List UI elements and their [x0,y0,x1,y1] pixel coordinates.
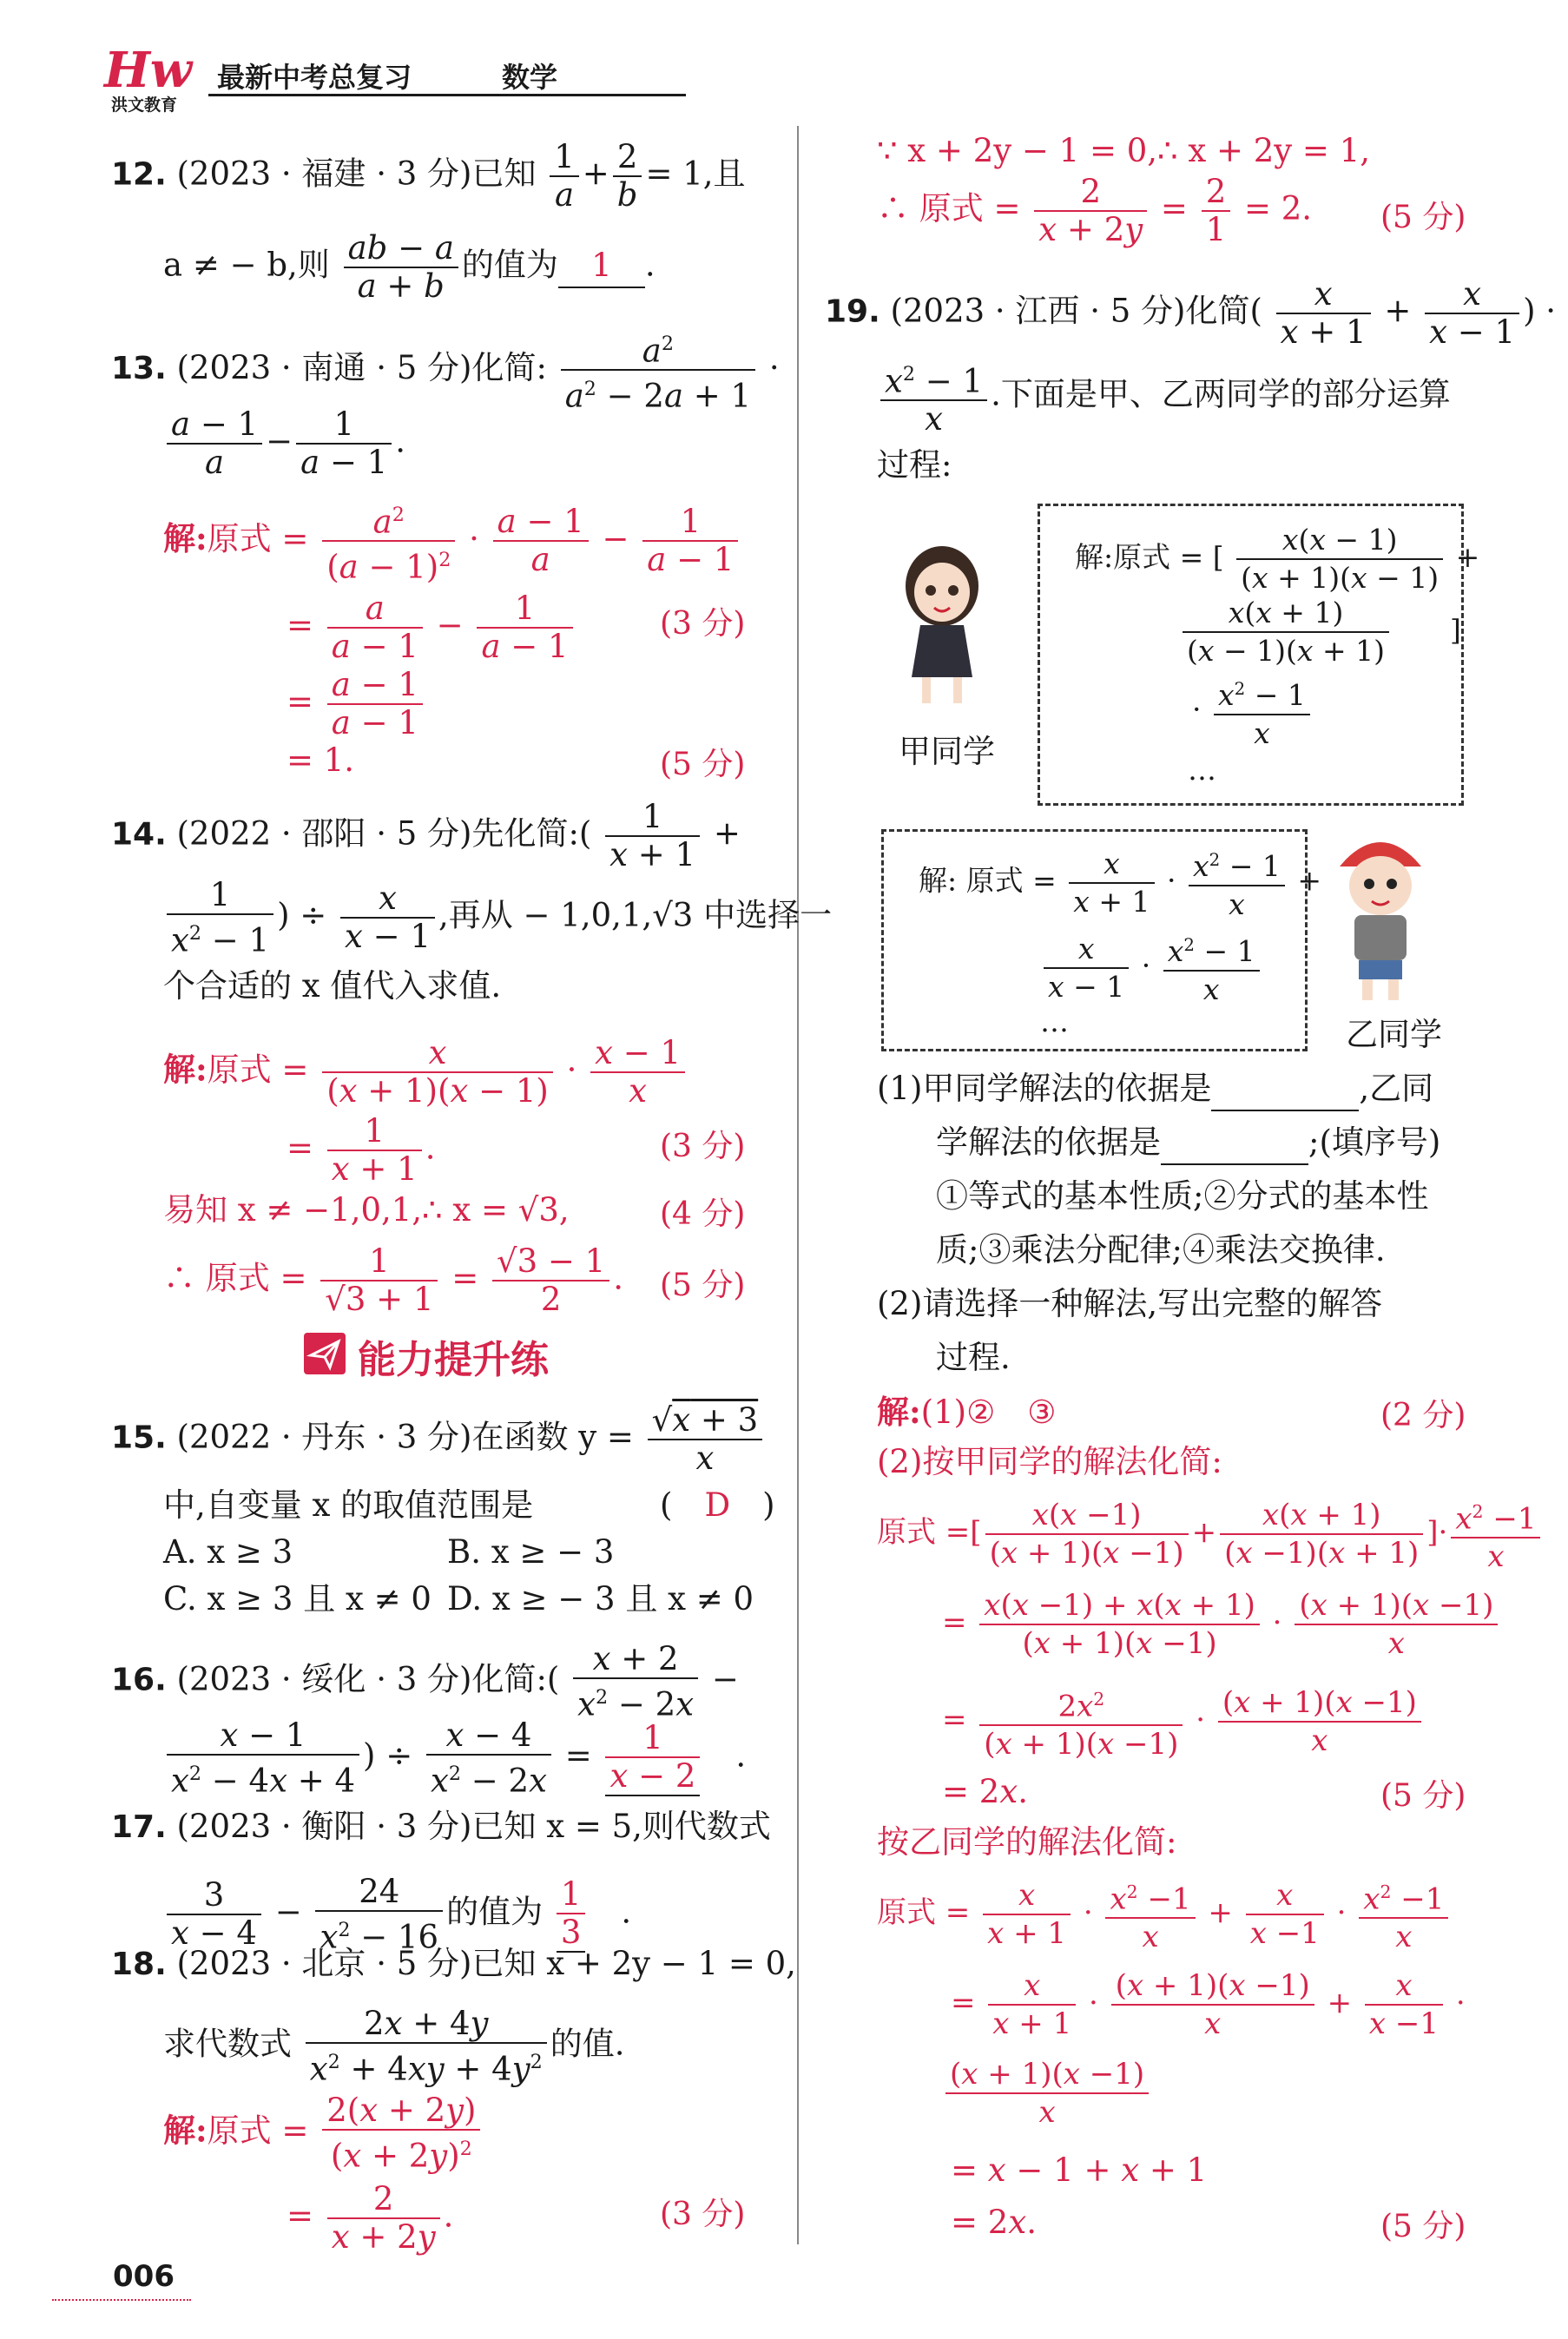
q14-score3: (5 分) [660,1268,746,1303]
q18-line2: 求代数式 $\frac{2x + 4y}{x^2 + 4xy + 4y^2}$ 的值. [163,2005,625,2088]
q13-sol3: = $\frac{a - 1}{a - 1}$ [287,667,426,741]
q14-sol4: ∴ 原式 = $\frac{1}{√3 + 1}$ = $\frac{√3 - 1}{2}$ . [163,1242,623,1318]
page-number: 006 [113,2259,175,2294]
q15-optD: D. x ≥ − 3 且 x ≠ 0 [447,1580,754,1618]
section-title: 能力提升练 [358,1338,549,1382]
jia-box-line3: · $\frac{x^2 - 1}{x}$ [1192,671,1314,752]
q17-line2: $\frac{3}{x - 4}$ − $\frac{24}{x^2 - 16}$ 的值为 $\frac{1}{3}$ . [163,1874,631,1955]
q19-score1: (2 分) [1380,1398,1466,1433]
boy-illustration [1324,825,1437,1007]
q17-answer: $\frac{1}{3}$ [557,1876,586,1953]
q19-yi-step2: = $\frac{x}{x + 1}$ · $\frac{(x + 1)(x -1)}{x}$ + $\frac{x}{x -1}$ · [951,1968,1466,2041]
q19-p2-line2: 过程. [936,1339,1011,1376]
jia-solution-box [1038,504,1480,806]
jia-label: 甲同学 [899,733,995,770]
yi-solution-box [881,829,1321,1051]
q15-optC: C. x ≥ 3 且 x ≠ 0 [163,1580,432,1618]
q19-line3: 过程: [877,446,952,484]
yi-label: 乙同学 [1346,1016,1442,1053]
q18-score1: (3 分) [660,2197,746,2232]
q14-score2: (4 分) [660,1196,746,1232]
q18-sol1: 解:原式 = $\frac{2(x + 2y)}{(x + 2y)^2}$ [163,2092,484,2174]
jia-box-line2: $\frac{x(x + 1)}{(x - 1)(x + 1)}$ ] [1179,595,1461,669]
q19-jia-head: (2)按甲同学的解法化简: [877,1443,1222,1480]
q13-final: = 1. [287,741,355,779]
q19-sol-ans1: 解:(1)② ③ [877,1393,1057,1431]
book-title: 最新中考总复习 [217,61,412,94]
q19-p1-line4: 质;③乘法分配律;④乘法交换律. [936,1231,1386,1268]
q18-sol2: = $\frac{2}{x + 2y}$ . [287,2180,454,2256]
q19-jia-step2: = $\frac{x(x -1) + x(x + 1)}{(x + 1)(x -1)}$ · $\frac{(x + 1)(x -1)}{x}$ [942,1587,1501,1662]
q15-answer-bracket: ( D ) [660,1486,775,1524]
q13-line1: 13. (2023 · 南通 · 5 分)化简: $\frac{a^2}{a^2 - 2a + 1}$ · [111,326,780,415]
q13-score1: (3 分) [660,606,746,642]
q19-line1: 19. (2023 · 江西 · 5 分)化简( $\frac{x}{x + 1}$ + $\frac{x}{x - 1}$ ) · [825,275,1557,351]
q19-jia-final: = 2x. [942,1773,1028,1810]
q19-p1-line2: 学解法的依据是 ;(填序号) [936,1122,1440,1165]
q18-cont2: ∴ 原式 = $\frac{2}{x + 2y}$ = $\frac{2}{1}$ = 2. [877,173,1313,248]
q15-optA: A. x ≥ 3 [163,1533,293,1571]
q17-line1: 17. (2023 · 衡阳 · 3 分)已知 x = 5,则代数式 [111,1808,771,1845]
q19-score3: (5 分) [1380,2209,1466,2244]
jia-box-line1: 解:原式 = [ $\frac{x(x - 1)}{(x + 1)(x - 1)}$ + [1075,523,1480,595]
jia-box-ellipsis: … [1188,753,1216,787]
q18-cont1: ∵ x + 2y − 1 = 0,∴ x + 2y = 1, [877,132,1370,169]
q15-line1: 15. (2022 · 丹东 · 3 分)在函数 y = $\frac{√x + 3}{x}$ [111,1402,766,1477]
q19-p1-line3: ①等式的基本性质;②分式的基本性 [936,1177,1429,1215]
q13-score2: (5 分) [660,747,746,782]
q19-line2: $\frac{x^2 - 1}{x}$ .下面是甲、乙两同学的部分运算 [877,356,1451,438]
q19-yi-step1: 原式 = $\frac{x}{x + 1}$ · $\frac{x^2 -1}{x}$ + $\frac{x}{x -1}$ · $\frac{x^2 -1}{x}$ [877,1874,1452,1955]
paper-plane-icon [304,1333,346,1374]
q19-yi-step3: $\frac{(x + 1)(x -1)}{x}$ [942,2056,1152,2131]
q19-yi-head: 按乙同学的解法化简: [877,1823,1177,1861]
q19-yi-final: = 2x. [951,2204,1037,2241]
header-rule [208,94,686,96]
column-divider [797,126,799,2244]
q14-sol3: 易知 x ≠ −1,0,1,∴ x = √3, [163,1191,570,1229]
subject-label: 数学 [502,61,558,94]
q12-line2: a ≠ − b,则 $\frac{ab - a}{a + b}$ 的值为 1 . [163,229,656,305]
q19-score2: (5 分) [1380,1778,1466,1814]
q18-score2: (5 分) [1380,200,1466,235]
q19-jia-step1: 原式 =[ $\frac{x(x -1)}{(x + 1)(x -1)}$ + $\frac{x(x + 1)}{(x -1)(x + 1)}$ ]· $\frac{x^2 -1}{x}$ [877,1493,1544,1575]
q13-sol1: 解:原式 = $\frac{a^2}{(a - 1)^2}$ · $\frac{a - 1}{a}$ − $\frac{1}{a - 1}$ [163,497,741,586]
brand-logo: Hw [104,42,193,99]
q12-line1: 12. (2023 · 福建 · 3 分)已知 $\frac{1}{a}$ + $\frac{2}{b}$ = 1,且 [111,138,746,214]
q13-line2: $\frac{a - 1}{a}$ − $\frac{1}{a - 1}$ . [163,406,405,481]
q19-p2-line1: (2)请选择一种解法,写出完整的解答 [877,1285,1383,1322]
yi-box-ellipsis: … [1040,1005,1069,1038]
q13-sol2: = $\frac{a}{a - 1}$ − $\frac{1}{a - 1}$ [287,590,576,665]
q19-jia-step3: = $\frac{2x^2}{(x + 1)(x -1)}$ · $\frac{(x + 1)(x -1)}{x}$ [942,1681,1425,1762]
q14-line2: $\frac{1}{x^2 - 1}$ ) ÷ $\frac{x}{x - 1}$ ,再从 − 1,0,1,√3 中选择一 [163,877,832,959]
yi-box-line2: $\frac{x}{x - 1}$ · $\frac{x^2 - 1}{x}$ [1040,927,1263,1008]
q12-answer: 1 [558,245,645,288]
yi-box-line1: 解: 原式 = $\frac{x}{x + 1}$ · $\frac{x^2 - 1}{x}$ + [919,842,1321,923]
girl-illustration [886,538,998,712]
q14-line3: 个合适的 x 值代入求值. [163,967,502,1005]
q18-line1: 18. (2023 · 北京 · 5 分)已知 x + 2y − 1 = 0, [111,1945,796,1982]
q16-answer: $\frac{1}{x - 2}$ [605,1720,700,1796]
brand-name: 洪文教育 [111,96,178,115]
q19-yi-step4: = x − 1 + x + 1 [951,2151,1208,2189]
q16-line1: 16. (2023 · 绥化 · 3 分)化简:( $\frac{x + 2}{x^2 - 2x}$ − [111,1640,739,1723]
q14-sol2: = $\frac{1}{x + 1}$ . [287,1112,436,1188]
q15-line2: 中,自变量 x 的取值范围是 [163,1486,534,1524]
q15-answer: D [704,1486,731,1524]
q14-line1: 14. (2022 · 邵阳 · 5 分)先化简:( $\frac{1}{x + 1}$ + [111,798,741,873]
page-number-rule [52,2299,191,2301]
q19-p1-line1: (1)甲同学解法的依据是 ,乙同 [877,1068,1433,1111]
q16-line2: $\frac{x - 1}{x^2 - 4x + 4}$ ) ÷ $\frac{x - 4}{x^2 - 2x}$ = $\frac{1}{x - 2}$ . [163,1717,746,1799]
q14-sol1: 解:原式 = $\frac{x}{(x + 1)(x - 1)}$ · $\frac{x - 1}{x}$ [163,1035,688,1110]
q14-score1: (3 分) [660,1129,746,1164]
q15-optB: B. x ≥ − 3 [447,1533,615,1571]
